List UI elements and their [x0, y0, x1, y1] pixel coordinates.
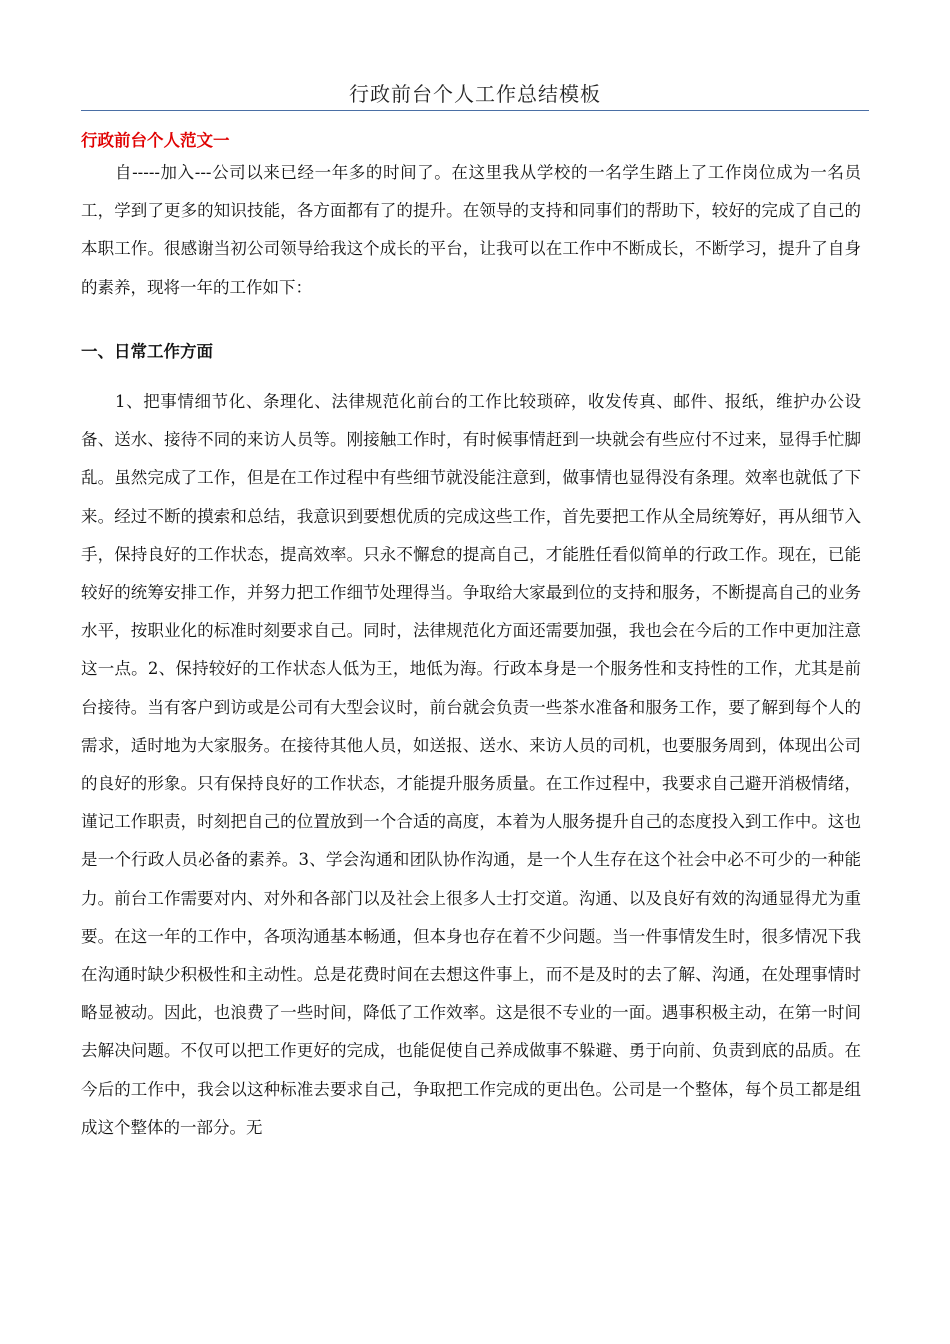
sample-heading: 行政前台个人范文一	[81, 131, 230, 150]
header-divider	[81, 110, 869, 111]
page-title: 行政前台个人工作总结模板	[349, 82, 601, 106]
section-heading-daily-work: 一、日常工作方面	[81, 342, 213, 361]
intro-paragraph: 自-----加入---公司以来已经一年多的时间了。在这里我从学校的一名学生踏上了工作岗位成为一名员工，学到了更多的知识技能，各方面都有了的提升。在领导的支持和同事们的帮助下，较好的完成了自己的本职工作。很感谢当初公司领导给我这个成长的平台，让我可以在工作中不断成长，不断学习，提升了自身的素养，现将一年的工作如下：	[81, 163, 861, 297]
body-paragraph: 1、把事情细节化、条理化、法律规范化前台的工作比较琐碎，收发传真、邮件、报纸，维护办公设备、送水、接待不同的来访人员等。刚接触工作时，有时候事情赶到一块就会有些应付不过来，显得手忙脚乱。虽然完成了工作，但是在工作过程中有些细节就没能注意到，做事情也显得没有条理。效率也就低了下来。经过不断的摸索和总结，我意识到要想优质的完成这些工作，首先要把工作从全局统筹好，再从细节入手，保持良好的工作状态，提高效率。只永不懈怠的提高自己，才能胜任看似简单的行政工作。现在，已能较好的统筹安排工作，并努力把工作细节处理得当。争取给大家最到位的支持和服务，不断提高自己的业务水平，按职业化的标准时刻要求自己。同时，法律规范化方面还需要加强，我也会在今后的工作中更加注意这一点。2、保持较好的工作状态人低为王，地低为海。行政本身是一个服务性和支持性的工作，尤其是前台接待。当有客户到访或是公司有大型会议时，前台就会负责一些茶水准备和服务工作，要了解到每个人的需求，适时地为大家服务。在接待其他人员，如送报、送水、来访人员的司机，也要服务周到，体现出公司的良好的形象。只有保持良好的工作状态，才能提升服务质量。在工作过程中，我要求自己避开消极情绪，谨记工作职责，时刻把自己的位置放到一个合适的高度，本着为人服务提升自己的态度投入到工作中。这也是一个行政人员必备的素养。3、学会沟通和团队协作沟通，是一个人生存在这个社会中必不可少的一种能力。前台工作需要对内、对外和各部门以及社会上很多人士打交道。沟通、以及良好有效的沟通显得尤为重要。在这一年的工作中，各项沟通基本畅通，但本身也存在着不少问题。当一件事情发生时，很多情况下我在沟通时缺少积极性和主动性。总是花费时间在去想这件事上，而不是及时的去了解、沟通，在处理事情时略显被动。因此，也浪费了一些时间，降低了工作效率。这是很不专业的一面。遇事积极主动，在第一时间去解决问题。不仅可以把工作更好的完成，也能促使自己养成做事不躲避、勇于向前、负责到底的品质。在今后的工作中，我会以这种标准去要求自己，争取把工作完成的更出色。公司是一个整体，每个员工都是组成这个整体的一部分。无	[81, 392, 861, 1137]
